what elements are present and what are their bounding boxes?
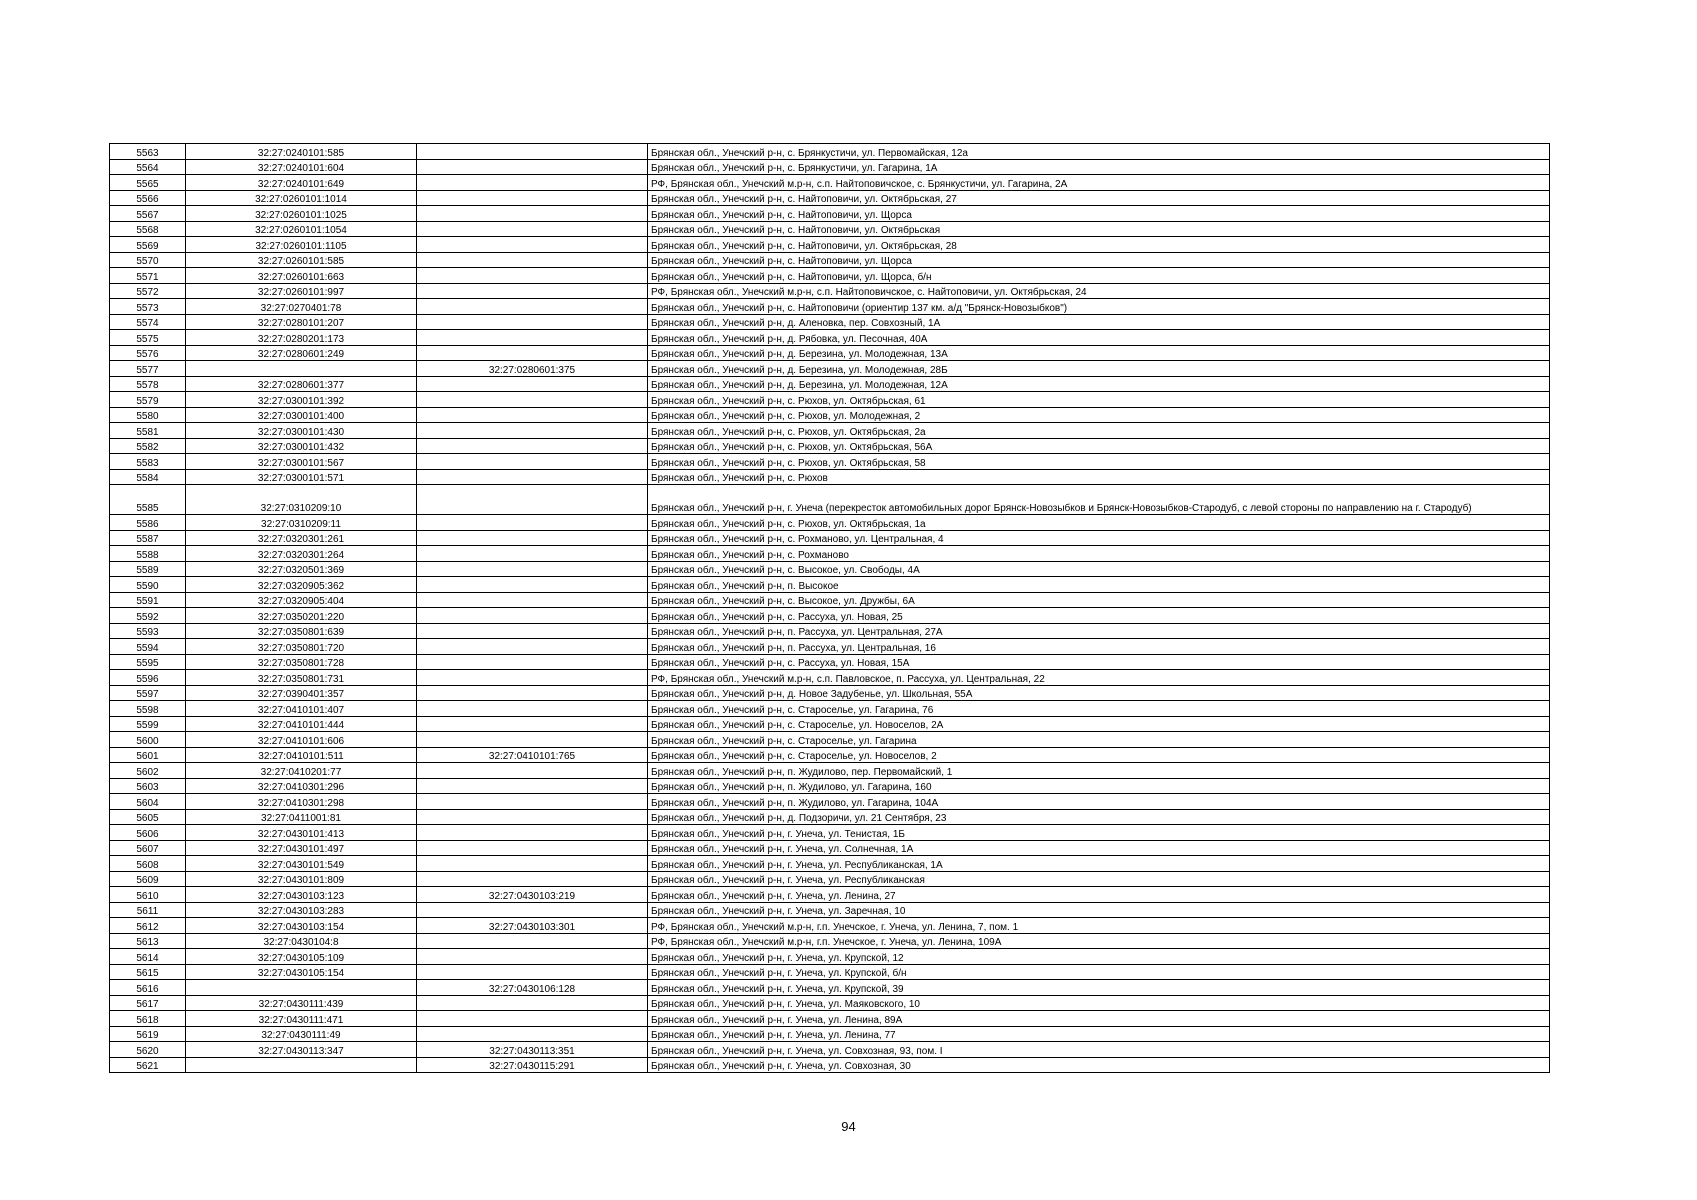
table-row <box>110 1042 1550 1058</box>
table-row <box>110 809 1550 825</box>
cadastral-number-cell: 32:27:0270401:78 <box>186 299 417 315</box>
address-cell: Брянская обл., Унечский р-н, с. Высокое, ул. Дружбы, 6А <box>648 592 1550 608</box>
row-number-cell: 5608 <box>110 856 186 872</box>
page-number: 94 <box>841 1119 856 1134</box>
row-number-cell: 5607 <box>110 840 186 856</box>
row-number-cell: 5580 <box>110 407 186 423</box>
related-cadastral-number-cell <box>417 515 648 531</box>
cadastral-number-cell: 32:27:0260101:1105 <box>186 237 417 253</box>
table-row <box>110 438 1550 454</box>
row-number-cell: 5576 <box>110 345 186 361</box>
table-row <box>110 592 1550 608</box>
table-row <box>110 747 1550 763</box>
related-cadastral-number-cell <box>417 268 648 284</box>
address-cell: Брянская обл., Унечский р-н, п. Рассуха, ул. Центральная, 16 <box>648 639 1550 655</box>
cadastral-number-cell: 32:27:0300101:392 <box>186 392 417 408</box>
related-cadastral-number-cell <box>417 577 648 593</box>
table-row <box>110 299 1550 315</box>
address-cell: Брянская обл., Унечский р-н, с. Найтоповичи, ул. Октябрьская <box>648 221 1550 237</box>
table-row <box>110 485 1550 515</box>
related-cadastral-number-cell <box>417 670 648 686</box>
table-row <box>110 144 1550 160</box>
related-cadastral-number-cell <box>417 902 648 918</box>
row-number-cell: 5579 <box>110 392 186 408</box>
address-cell: Брянская обл., Унечский р-н, г. Унеча, ул. Совхозная, 93, пом. I <box>648 1042 1550 1058</box>
cadastral-number-cell: 32:27:0430101:549 <box>186 856 417 872</box>
cadastral-number-cell: 32:27:0300101:432 <box>186 438 417 454</box>
table-row <box>110 361 1550 377</box>
address-cell: Брянская обл., Унечский р-н, с. Рюхов, ул. Молодежная, 2 <box>648 407 1550 423</box>
row-number-cell: 5619 <box>110 1026 186 1042</box>
related-cadastral-number-cell <box>417 654 648 670</box>
related-cadastral-number-cell <box>417 190 648 206</box>
address-cell: Брянская обл., Унечский р-н, с. Найтоповичи, ул. Октябрьская, 27 <box>648 190 1550 206</box>
row-number-cell: 5621 <box>110 1057 186 1073</box>
cadastral-number-cell: 32:27:0320905:404 <box>186 592 417 608</box>
cadastral-number-cell: 32:27:0260101:1025 <box>186 206 417 222</box>
related-cadastral-number-cell <box>417 221 648 237</box>
table-row <box>110 469 1550 485</box>
address-cell: РФ, Брянская обл., Унечский м.р-н, с.п. Найтоповичское, с. Брянкустичи, ул. Гагарина, 2А <box>648 175 1550 191</box>
cadastral-number-cell: 32:27:0240101:649 <box>186 175 417 191</box>
cadastral-number-cell: 32:27:0430111:471 <box>186 1011 417 1027</box>
table-row <box>110 623 1550 639</box>
cadastral-number-cell: 32:27:0350801:639 <box>186 623 417 639</box>
related-cadastral-number-cell <box>417 345 648 361</box>
cadastral-number-cell: 32:27:0430103:154 <box>186 918 417 934</box>
related-cadastral-number-cell <box>417 701 648 717</box>
cadastral-number-cell: 32:27:0410201:77 <box>186 763 417 779</box>
table-row <box>110 732 1550 748</box>
cadastral-number-cell: 32:27:0260101:1054 <box>186 221 417 237</box>
related-cadastral-number-cell <box>417 561 648 577</box>
address-cell: Брянская обл., Унечский р-н, с. Староселье, ул. Новоселов, 2А <box>648 716 1550 732</box>
address-cell: РФ, Брянская обл., Унечский м.р-н, с.п. Найтоповичское, с. Найтоповичи, ул. Октябрьская, 24 <box>648 283 1550 299</box>
address-cell: Брянская обл., Унечский р-н, с. Староселье, ул. Гагарина <box>648 732 1550 748</box>
table-row <box>110 1026 1550 1042</box>
cadastral-number-cell: 32:27:0300101:567 <box>186 454 417 470</box>
cadastral-number-cell: 32:27:0260101:585 <box>186 252 417 268</box>
address-cell: Брянская обл., Унечский р-н, г. Унеча, ул. Республиканская <box>648 871 1550 887</box>
related-cadastral-number-cell <box>417 237 648 253</box>
cadastral-number-cell: 32:27:0350201:220 <box>186 608 417 624</box>
row-number-cell: 5597 <box>110 685 186 701</box>
address-cell: Брянская обл., Унечский р-н, г. Унеча, ул. Крупской, б/н <box>648 964 1550 980</box>
property-table <box>109 143 1550 1073</box>
address-cell: Брянская обл., Унечский р-н, с. Староселье, ул. Гагарина, 76 <box>648 701 1550 717</box>
related-cadastral-number-cell <box>417 376 648 392</box>
address-cell: Брянская обл., Унечский р-н, с. Рюхов, ул. Октябрьская, 58 <box>648 454 1550 470</box>
row-number-cell: 5611 <box>110 902 186 918</box>
table-row <box>110 392 1550 408</box>
cadastral-number-cell: 32:27:0280201:173 <box>186 330 417 346</box>
table-row <box>110 252 1550 268</box>
row-number-cell: 5570 <box>110 252 186 268</box>
row-number-cell: 5566 <box>110 190 186 206</box>
address-cell: Брянская обл., Унечский р-н, с. Рюхов <box>648 469 1550 485</box>
related-cadastral-number-cell <box>417 856 648 872</box>
related-cadastral-number-cell <box>417 485 648 515</box>
cadastral-number-cell: 32:27:0430105:154 <box>186 964 417 980</box>
related-cadastral-number-cell <box>417 825 648 841</box>
related-cadastral-number-cell <box>417 392 648 408</box>
table-row <box>110 685 1550 701</box>
row-number-cell: 5563 <box>110 144 186 160</box>
related-cadastral-number-cell <box>417 608 648 624</box>
related-cadastral-number-cell <box>417 871 648 887</box>
row-number-cell: 5605 <box>110 809 186 825</box>
address-cell: Брянская обл., Унечский р-н, с. Рассуха, ул. Новая, 25 <box>648 608 1550 624</box>
address-cell: Брянская обл., Унечский р-н, г. Унеча, ул. Республиканская, 1А <box>648 856 1550 872</box>
table-row <box>110 654 1550 670</box>
related-cadastral-number-cell <box>417 639 648 655</box>
table-row <box>110 423 1550 439</box>
cadastral-number-cell: 32:27:0430103:123 <box>186 887 417 903</box>
address-cell: Брянская обл., Унечский р-н, г. Унеча, ул. Тенистая, 1Б <box>648 825 1550 841</box>
address-cell: Брянская обл., Унечский р-н, г. Унеча, ул. Ленина, 27 <box>648 887 1550 903</box>
address-cell: Брянская обл., Унечский р-н, с. Брянкустичи, ул. Первомайская, 12а <box>648 144 1550 160</box>
cadastral-number-cell: 32:27:0320301:264 <box>186 546 417 562</box>
address-cell: Брянская обл., Унечский р-н, г. Унеча, ул. Заречная, 10 <box>648 902 1550 918</box>
table-row <box>110 825 1550 841</box>
cadastral-number-cell: 32:27:0430111:439 <box>186 995 417 1011</box>
row-number-cell: 5575 <box>110 330 186 346</box>
cadastral-number-cell: 32:27:0310209:10 <box>186 485 417 515</box>
related-cadastral-number-cell <box>417 1026 648 1042</box>
address-cell: Брянская обл., Унечский р-н, с. Староселье, ул. Новоселов, 2 <box>648 747 1550 763</box>
cadastral-number-cell: 32:27:0390401:357 <box>186 685 417 701</box>
row-number-cell: 5586 <box>110 515 186 531</box>
related-cadastral-number-cell: 32:27:0430113:351 <box>417 1042 648 1058</box>
row-number-cell: 5602 <box>110 763 186 779</box>
row-number-cell: 5569 <box>110 237 186 253</box>
cadastral-number-cell: 32:27:0430101:809 <box>186 871 417 887</box>
table-row <box>110 530 1550 546</box>
cadastral-number-cell: 32:27:0240101:585 <box>186 144 417 160</box>
cadastral-number-cell: 32:27:0280601:377 <box>186 376 417 392</box>
cadastral-number-cell: 32:27:0310209:11 <box>186 515 417 531</box>
row-number-cell: 5572 <box>110 283 186 299</box>
related-cadastral-number-cell <box>417 623 648 639</box>
table-body <box>110 144 1550 1073</box>
table-row <box>110 701 1550 717</box>
table-row <box>110 577 1550 593</box>
related-cadastral-number-cell <box>417 732 648 748</box>
cadastral-number-cell: 32:27:0430113:347 <box>186 1042 417 1058</box>
address-cell: Брянская обл., Унечский р-н, г. Унеча, ул. Крупской, 12 <box>648 949 1550 965</box>
address-cell: Брянская обл., Унечский р-н, п. Высокое <box>648 577 1550 593</box>
row-number-cell: 5578 <box>110 376 186 392</box>
related-cadastral-number-cell: 32:27:0430106:128 <box>417 980 648 996</box>
table-row <box>110 918 1550 934</box>
cadastral-number-cell: 32:27:0300101:430 <box>186 423 417 439</box>
row-number-cell: 5612 <box>110 918 186 934</box>
table-row <box>110 159 1550 175</box>
row-number-cell: 5598 <box>110 701 186 717</box>
table-row <box>110 190 1550 206</box>
related-cadastral-number-cell <box>417 995 648 1011</box>
row-number-cell: 5584 <box>110 469 186 485</box>
row-number-cell: 5596 <box>110 670 186 686</box>
cadastral-number-cell: 32:27:0430104:8 <box>186 933 417 949</box>
row-number-cell: 5574 <box>110 314 186 330</box>
table-row <box>110 716 1550 732</box>
cadastral-number-cell: 32:27:0430101:497 <box>186 840 417 856</box>
address-cell: РФ, Брянская обл., Унечский м.р-н, г.п. Унечское, г. Унеча, ул. Ленина, 7, пом. 1 <box>648 918 1550 934</box>
table-row <box>110 407 1550 423</box>
table-row <box>110 794 1550 810</box>
table-row <box>110 608 1550 624</box>
table-row <box>110 639 1550 655</box>
related-cadastral-number-cell <box>417 809 648 825</box>
cadastral-number-cell: 32:27:0350801:720 <box>186 639 417 655</box>
related-cadastral-number-cell <box>417 144 648 160</box>
related-cadastral-number-cell <box>417 206 648 222</box>
table-row <box>110 515 1550 531</box>
related-cadastral-number-cell <box>417 314 648 330</box>
related-cadastral-number-cell <box>417 175 648 191</box>
address-cell: Брянская обл., Унечский р-н, с. Найтоповичи, ул. Октябрьская, 28 <box>648 237 1550 253</box>
table-row <box>110 175 1550 191</box>
cadastral-number-cell: 32:27:0410101:407 <box>186 701 417 717</box>
address-cell: Брянская обл., Унечский р-н, п. Жудилово, ул. Гагарина, 160 <box>648 778 1550 794</box>
table-row <box>110 314 1550 330</box>
address-cell: Брянская обл., Унечский р-н, д. Новое Задубенье, ул. Школьная, 55А <box>648 685 1550 701</box>
address-cell: Брянская обл., Унечский р-н, с. Высокое, ул. Свободы, 4А <box>648 561 1550 577</box>
address-cell: Брянская обл., Унечский р-н, с. Найтоповичи, ул. Щорса <box>648 206 1550 222</box>
related-cadastral-number-cell <box>417 283 648 299</box>
table-row <box>110 237 1550 253</box>
cadastral-number-cell: 32:27:0410101:444 <box>186 716 417 732</box>
related-cadastral-number-cell <box>417 964 648 980</box>
address-cell: РФ, Брянская обл., Унечский м.р-н, с.п. Павловское, п. Рассуха, ул. Центральная, 22 <box>648 670 1550 686</box>
row-number-cell: 5606 <box>110 825 186 841</box>
related-cadastral-number-cell: 32:27:0430103:301 <box>417 918 648 934</box>
row-number-cell: 5600 <box>110 732 186 748</box>
related-cadastral-number-cell <box>417 933 648 949</box>
row-number-cell: 5587 <box>110 530 186 546</box>
address-cell: Брянская обл., Унечский р-н, с. Рюхов, ул. Октябрьская, 61 <box>648 392 1550 408</box>
address-cell: Брянская обл., Унечский р-н, г. Унеча, ул. Совхозная, 30 <box>648 1057 1550 1073</box>
cadastral-number-cell: 32:27:0260101:663 <box>186 268 417 284</box>
row-number-cell: 5618 <box>110 1011 186 1027</box>
table-row <box>110 902 1550 918</box>
row-number-cell: 5616 <box>110 980 186 996</box>
cadastral-number-cell <box>186 980 417 996</box>
row-number-cell: 5588 <box>110 546 186 562</box>
address-cell: Брянская обл., Унечский р-н, с. Найтоповичи, ул. Щорса, б/н <box>648 268 1550 284</box>
cadastral-number-cell: 32:27:0350801:731 <box>186 670 417 686</box>
table-row <box>110 933 1550 949</box>
table-row <box>110 856 1550 872</box>
table-row <box>110 1011 1550 1027</box>
row-number-cell: 5592 <box>110 608 186 624</box>
address-cell: Брянская обл., Унечский р-н, с. Рохманово, ул. Центральная, 4 <box>648 530 1550 546</box>
row-number-cell: 5585 <box>110 485 186 515</box>
table-row <box>110 995 1550 1011</box>
address-cell: Брянская обл., Унечский р-н, п. Рассуха, ул. Центральная, 27А <box>648 623 1550 639</box>
cadastral-number-cell: 32:27:0350801:728 <box>186 654 417 670</box>
row-number-cell: 5571 <box>110 268 186 284</box>
address-cell: Брянская обл., Унечский р-н, г. Унеча, ул. Солнечная, 1А <box>648 840 1550 856</box>
cadastral-number-cell: 32:27:0430103:283 <box>186 902 417 918</box>
cadastral-number-cell: 32:27:0430111:49 <box>186 1026 417 1042</box>
cadastral-number-cell: 32:27:0410101:511 <box>186 747 417 763</box>
related-cadastral-number-cell <box>417 592 648 608</box>
row-number-cell: 5604 <box>110 794 186 810</box>
table-row <box>110 268 1550 284</box>
address-cell: Брянская обл., Унечский р-н, г. Унеча, ул. Крупской, 39 <box>648 980 1550 996</box>
row-number-cell: 5565 <box>110 175 186 191</box>
address-cell: РФ, Брянская обл., Унечский м.р-н, г.п. Унечское, г. Унеча, ул. Ленина, 109А <box>648 933 1550 949</box>
table-row <box>110 1057 1550 1073</box>
address-cell: Брянская обл., Унечский р-н, с. Рюхов, ул. Октябрьская, 2а <box>648 423 1550 439</box>
address-cell: Брянская обл., Унечский р-н, с. Найтоповичи, ул. Щорса <box>648 252 1550 268</box>
row-number-cell: 5589 <box>110 561 186 577</box>
row-number-cell: 5620 <box>110 1042 186 1058</box>
row-number-cell: 5614 <box>110 949 186 965</box>
cadastral-number-cell: 32:27:0240101:604 <box>186 159 417 175</box>
table-row <box>110 221 1550 237</box>
related-cadastral-number-cell <box>417 299 648 315</box>
table-row <box>110 871 1550 887</box>
address-cell: Брянская обл., Унечский р-н, д. Рябовка, ул. Песочная, 40А <box>648 330 1550 346</box>
row-number-cell: 5615 <box>110 964 186 980</box>
cadastral-number-cell: 32:27:0410301:298 <box>186 794 417 810</box>
table-row <box>110 840 1550 856</box>
address-cell: Брянская обл., Унечский р-н, с. Рюхов, ул. Октябрьская, 56А <box>648 438 1550 454</box>
related-cadastral-number-cell <box>417 840 648 856</box>
address-cell: Брянская обл., Унечский р-н, г. Унеча (перекресток автомобильных дорог Брянск-Новозыбков и Брянск-Новозыбков-Стародуб, с левой стороны по направлению на г. Стародуб) <box>648 485 1550 515</box>
cadastral-number-cell: 32:27:0280101:207 <box>186 314 417 330</box>
cadastral-number-cell: 32:27:0411001:81 <box>186 809 417 825</box>
row-number-cell: 5568 <box>110 221 186 237</box>
table-row <box>110 980 1550 996</box>
related-cadastral-number-cell <box>417 778 648 794</box>
cadastral-number-cell: 32:27:0410101:606 <box>186 732 417 748</box>
related-cadastral-number-cell <box>417 949 648 965</box>
address-cell: Брянская обл., Унечский р-н, д. Березина, ул. Молодежная, 28Б <box>648 361 1550 377</box>
row-number-cell: 5613 <box>110 933 186 949</box>
table-row <box>110 283 1550 299</box>
address-cell: Брянская обл., Унечский р-н, г. Унеча, ул. Ленина, 89А <box>648 1011 1550 1027</box>
address-cell: Брянская обл., Унечский р-н, с. Найтоповичи (ориентир 137 км. а/д "Брянск-Новозыбков") <box>648 299 1550 315</box>
row-number-cell: 5583 <box>110 454 186 470</box>
related-cadastral-number-cell <box>417 407 648 423</box>
address-cell: Брянская обл., Унечский р-н, г. Унеча, ул. Маяковского, 10 <box>648 995 1550 1011</box>
related-cadastral-number-cell <box>417 438 648 454</box>
related-cadastral-number-cell: 32:27:0430115:291 <box>417 1057 648 1073</box>
table-row <box>110 964 1550 980</box>
address-cell: Брянская обл., Унечский р-н, п. Жудилово, пер. Первомайский, 1 <box>648 763 1550 779</box>
row-number-cell: 5601 <box>110 747 186 763</box>
table-row <box>110 949 1550 965</box>
cadastral-number-cell: 32:27:0410301:296 <box>186 778 417 794</box>
row-number-cell: 5594 <box>110 639 186 655</box>
table-row <box>110 330 1550 346</box>
related-cadastral-number-cell <box>417 716 648 732</box>
cadastral-number-cell <box>186 1057 417 1073</box>
related-cadastral-number-cell <box>417 763 648 779</box>
table-row <box>110 345 1550 361</box>
row-number-cell: 5564 <box>110 159 186 175</box>
table-row <box>110 763 1550 779</box>
address-cell: Брянская обл., Унечский р-н, с. Рассуха, ул. Новая, 15А <box>648 654 1550 670</box>
table-row <box>110 887 1550 903</box>
cadastral-number-cell: 32:27:0260101:1014 <box>186 190 417 206</box>
table-row <box>110 454 1550 470</box>
related-cadastral-number-cell: 32:27:0430103:219 <box>417 887 648 903</box>
table-row <box>110 670 1550 686</box>
related-cadastral-number-cell <box>417 685 648 701</box>
address-cell: Брянская обл., Унечский р-н, д. Березина, ул. Молодежная, 13А <box>648 345 1550 361</box>
cadastral-number-cell: 32:27:0300101:571 <box>186 469 417 485</box>
address-cell: Брянская обл., Унечский р-н, с. Рохманово <box>648 546 1550 562</box>
related-cadastral-number-cell <box>417 1011 648 1027</box>
related-cadastral-number-cell <box>417 159 648 175</box>
row-number-cell: 5577 <box>110 361 186 377</box>
row-number-cell: 5595 <box>110 654 186 670</box>
related-cadastral-number-cell <box>417 330 648 346</box>
related-cadastral-number-cell <box>417 546 648 562</box>
cadastral-number-cell: 32:27:0300101:400 <box>186 407 417 423</box>
row-number-cell: 5573 <box>110 299 186 315</box>
table-row <box>110 376 1550 392</box>
related-cadastral-number-cell <box>417 454 648 470</box>
cadastral-number-cell: 32:27:0430105:109 <box>186 949 417 965</box>
related-cadastral-number-cell <box>417 530 648 546</box>
row-number-cell: 5617 <box>110 995 186 1011</box>
table-row <box>110 206 1550 222</box>
cadastral-number-cell: 32:27:0280601:249 <box>186 345 417 361</box>
address-cell: Брянская обл., Унечский р-н, г. Унеча, ул. Ленина, 77 <box>648 1026 1550 1042</box>
cadastral-number-cell: 32:27:0430101:413 <box>186 825 417 841</box>
related-cadastral-number-cell <box>417 469 648 485</box>
address-cell: Брянская обл., Унечский р-н, с. Рюхов, ул. Октябрьская, 1а <box>648 515 1550 531</box>
row-number-cell: 5610 <box>110 887 186 903</box>
address-cell: Брянская обл., Унечский р-н, д. Подзоричи, ул. 21 Сентября, 23 <box>648 809 1550 825</box>
cadastral-number-cell <box>186 361 417 377</box>
cadastral-number-cell: 32:27:0320301:261 <box>186 530 417 546</box>
row-number-cell: 5567 <box>110 206 186 222</box>
cadastral-number-cell: 32:27:0320905:362 <box>186 577 417 593</box>
related-cadastral-number-cell <box>417 252 648 268</box>
address-cell: Брянская обл., Унечский р-н, д. Аленовка, пер. Совхозный, 1А <box>648 314 1550 330</box>
row-number-cell: 5599 <box>110 716 186 732</box>
table-row <box>110 546 1550 562</box>
related-cadastral-number-cell: 32:27:0410101:765 <box>417 747 648 763</box>
row-number-cell: 5590 <box>110 577 186 593</box>
row-number-cell: 5603 <box>110 778 186 794</box>
row-number-cell: 5591 <box>110 592 186 608</box>
row-number-cell: 5593 <box>110 623 186 639</box>
table-row <box>110 561 1550 577</box>
row-number-cell: 5581 <box>110 423 186 439</box>
row-number-cell: 5609 <box>110 871 186 887</box>
related-cadastral-number-cell: 32:27:0280601:375 <box>417 361 648 377</box>
cadastral-number-cell: 32:27:0320501:369 <box>186 561 417 577</box>
address-cell: Брянская обл., Унечский р-н, п. Жудилово, ул. Гагарина, 104А <box>648 794 1550 810</box>
cadastral-number-cell: 32:27:0260101:997 <box>186 283 417 299</box>
row-number-cell: 5582 <box>110 438 186 454</box>
table-row <box>110 778 1550 794</box>
related-cadastral-number-cell <box>417 794 648 810</box>
related-cadastral-number-cell <box>417 423 648 439</box>
address-cell: Брянская обл., Унечский р-н, с. Брянкустичи, ул. Гагарина, 1А <box>648 159 1550 175</box>
address-cell: Брянская обл., Унечский р-н, д. Березина, ул. Молодежная, 12А <box>648 376 1550 392</box>
